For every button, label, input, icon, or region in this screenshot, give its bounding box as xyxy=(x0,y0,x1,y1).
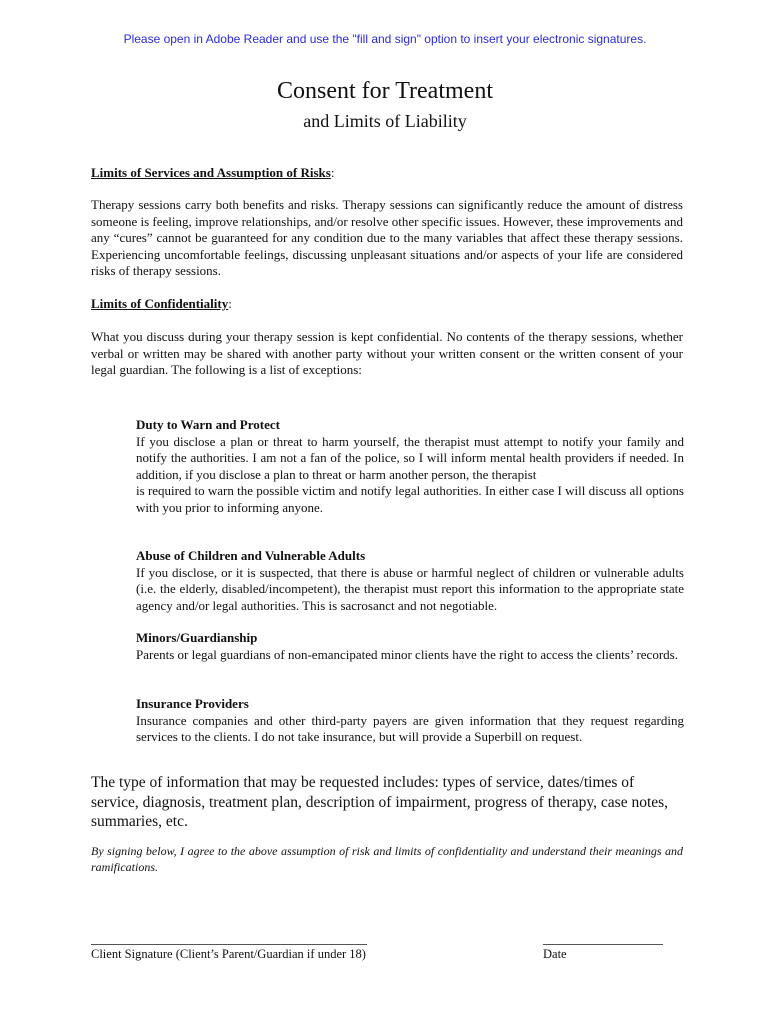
duty-body xyxy=(136,434,684,517)
document-subtitle: and Limits of Liability xyxy=(303,111,467,131)
exception-minors xyxy=(136,630,684,663)
exception-abuse xyxy=(136,548,684,614)
duty-body-part1: If you disclose a plan or threat to harm yourself, the therapist must attempt to notify your family and notify the authorities. I am not a fan of the police, so I will inform mental health providers if needed. In addition, if you disclose a plan to threat or harm another person, the therapist xyxy=(136,433,684,482)
type-of-information: The type of information that may be requested includes: types of service, dates/times of service, diagnosis, treatment plan, description of impairment, progress of therapy, case notes, summaries, etc. xyxy=(91,774,669,830)
agreement-statement: By signing below, I agree to the above assumption of risk and limits of confidentiality and understand their meanings and ramifications. xyxy=(91,844,683,874)
services-heading: Limits of Services and Assumption of Risks xyxy=(91,165,331,180)
confidentiality-heading-colon: : xyxy=(228,296,232,311)
date-line[interactable] xyxy=(543,944,663,945)
document-title: Consent for Treatment xyxy=(277,78,493,104)
adobe-reader-notice: Please open in Adobe Reader and use the "fill and sign" option to insert your electronic signatures. xyxy=(123,32,647,46)
client-signature-label: Client Signature (Client’s Parent/Guardian if under 18) xyxy=(91,947,366,961)
client-signature-line[interactable] xyxy=(91,944,367,945)
duty-body-part2: is required to warn the possible victim and notify legal authorities. In either case I will discuss all options with you prior to informing anyone. xyxy=(136,483,684,515)
confidentiality-heading: Limits of Confidentiality xyxy=(91,296,229,311)
insurance-body: Insurance companies and other third-party payers are given information that they request regarding services to the clients. I do not take insurance, but will provide a Superbill on request. xyxy=(136,712,684,744)
minors-body: Parents or legal guardians of non-emancipated minor clients have the right to access the clients’ records. xyxy=(136,646,678,662)
confidentiality-heading-row xyxy=(91,295,683,313)
date-label: Date xyxy=(543,947,567,961)
exception-duty-to-warn xyxy=(136,417,684,516)
exception-insurance xyxy=(136,696,684,746)
duty-heading: Duty to Warn and Protect xyxy=(136,417,280,432)
services-paragraph: Therapy sessions carry both benefits and risks. Therapy sessions can significantly reduce the amount of distress someone is feeling, improve relationships, and/or resolve other specific issues. However, these improvements and any “cures” cannot be guaranteed for any condition due to the many variables that affect these therapy sessions. Experiencing uncomfortable feelings, discussing unpleasant situations and/or aspects of your life are considered risks of therapy sessions. xyxy=(91,197,683,278)
minors-heading: Minors/Guardianship xyxy=(136,630,258,645)
abuse-heading: Abuse of Children and Vulnerable Adults xyxy=(136,548,366,563)
confidentiality-paragraph: What you discuss during your therapy session is kept confidential. No contents of the therapy sessions, whether verbal or written may be shared with another party without your written consent or the written consent of your legal guardian. The following is a list of exceptions: xyxy=(91,329,683,377)
abuse-body: If you disclose, or it is suspected, that there is abuse or harmful neglect of children or vulnerable adults (i.e. the elderly, disabled/incompetent), the therapist must report this information to the appropriate state agency and/or legal authorities. This is sacrosanct and not negotiable. xyxy=(136,564,684,613)
services-heading-row xyxy=(91,164,683,182)
insurance-heading: Insurance Providers xyxy=(136,696,249,711)
services-heading-colon: : xyxy=(330,165,335,180)
